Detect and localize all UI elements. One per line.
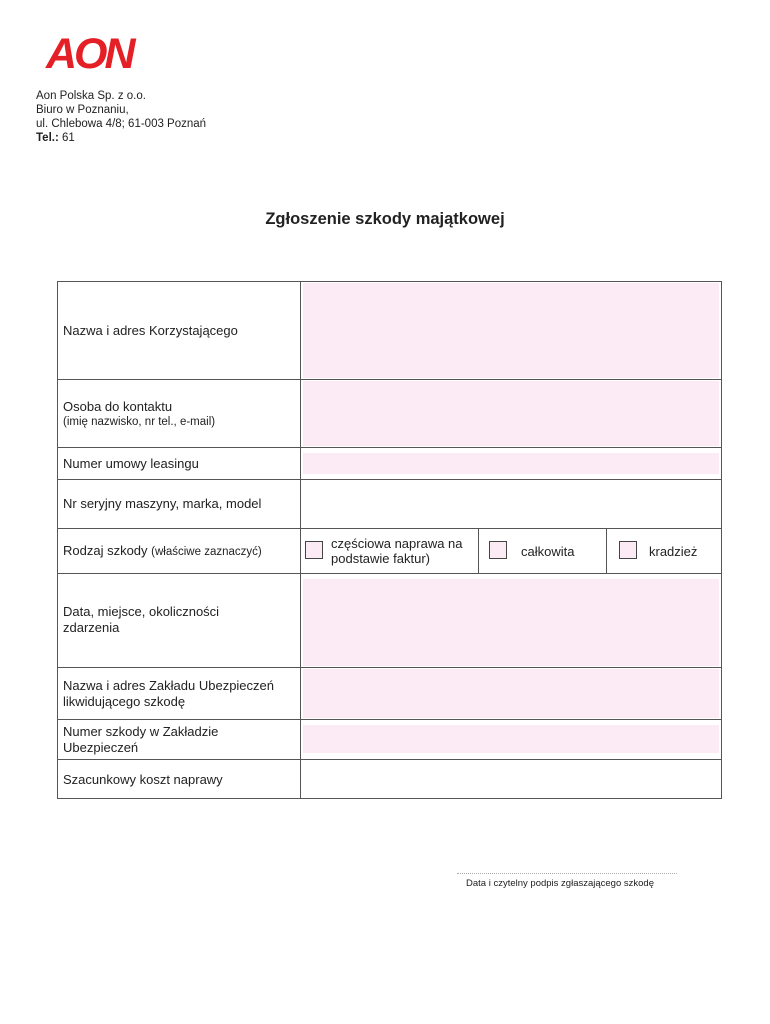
row-event (58, 574, 721, 668)
insurer-label-line2: likwidującego szkodę (63, 693, 186, 709)
total-loss-checkbox[interactable] (489, 541, 507, 559)
contact-field[interactable] (303, 381, 719, 446)
contact-sublabel: (imię nazwisko, nr tel., e-mail) (63, 415, 216, 428)
event-label (58, 574, 301, 667)
beneficiary-label-text: Nazwa i adres Korzystającego (63, 322, 238, 338)
total-loss-cell (478, 529, 606, 573)
signature-line (457, 873, 677, 874)
row-repair-cost (58, 760, 721, 798)
row-contact (58, 380, 721, 448)
machine-label-text: Nr seryjny maszyny, marka, model (63, 496, 262, 511)
row-machine (58, 480, 721, 529)
claim-number-label-line2: Ubezpieczeń (63, 739, 139, 755)
damage-type-label-line (63, 543, 300, 560)
partial-repair-label-line1: częściowa naprawa na (331, 536, 463, 551)
leasing-label (58, 448, 301, 479)
phone-label: Tel.: (36, 132, 59, 144)
partial-repair-label-line2: podstawie faktur) (331, 551, 430, 566)
theft-label: kradzież (649, 544, 698, 559)
office-name: Biuro w Poznaniu, (36, 104, 129, 116)
damage-type-label-text: Rodzaj szkody (63, 542, 152, 558)
partial-repair-label (331, 536, 463, 566)
theft-checkbox[interactable] (619, 541, 637, 559)
insurer-label-line1: Nazwa i adres Zakładu Ubezpieczeń (63, 677, 274, 693)
damage-type-note: (właściwe zaznaczyć) (151, 545, 262, 558)
row-damage-type (58, 529, 721, 574)
claim-number-field[interactable] (303, 725, 719, 753)
damage-type-label (58, 529, 301, 573)
insurer-label (58, 668, 301, 719)
repair-cost-label-text: Szacunkowy koszt naprawy (63, 772, 223, 787)
theft-cell (606, 529, 721, 573)
claim-number-label-line1: Numer szkody w Zakładzie (63, 723, 219, 739)
total-loss-label: całkowita (521, 544, 575, 559)
leasing-label-text: Numer umowy leasingu (63, 455, 199, 471)
signature-caption: Data i czytelny podpis zgłaszającego szkodę (466, 878, 654, 889)
company-name: Aon Polska Sp. z o.o. (36, 90, 146, 102)
company-address (36, 89, 206, 145)
row-insurer (58, 668, 721, 720)
page-title: Zgłoszenie szkody majątkowej (265, 210, 505, 228)
machine-label (58, 480, 301, 528)
event-label-line2: zdarzenia (63, 620, 120, 635)
row-claim-number (58, 720, 721, 760)
phone-line (36, 131, 206, 145)
event-label-line1: Data, miejsce, okoliczności (63, 604, 220, 619)
partial-repair-checkbox[interactable] (305, 541, 323, 559)
row-beneficiary (58, 282, 721, 380)
repair-cost-label (58, 760, 301, 798)
logo-text: AON (46, 30, 133, 74)
aon-logo (44, 30, 148, 74)
phone-value: 61 (58, 132, 75, 144)
contact-label-text: Osoba do kontaktu (63, 398, 173, 414)
claim-number-label (58, 720, 301, 759)
row-leasing (58, 448, 721, 480)
beneficiary-label (58, 282, 301, 379)
insurer-field[interactable] (303, 669, 719, 718)
beneficiary-field[interactable] (303, 283, 719, 378)
event-details-field[interactable] (303, 579, 719, 666)
street-address: ul. Chlebowa 4/8; 61-003 Poznań (36, 118, 207, 130)
claim-form (57, 281, 722, 799)
contact-label (58, 380, 301, 447)
leasing-number-field[interactable] (303, 453, 719, 474)
